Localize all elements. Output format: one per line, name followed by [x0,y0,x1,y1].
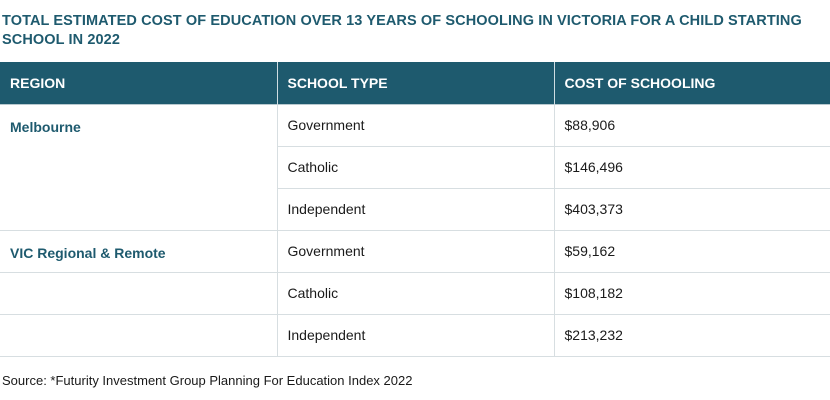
source-note: Source: *Futurity Investment Group Planning For Education Index 2022 [2,373,413,388]
table-row [0,104,830,146]
cost-cell: $88,906 [554,104,830,146]
header-school-type: SCHOOL TYPE [277,62,554,104]
table-row [0,230,830,272]
school-type-cell: Independent [277,314,554,356]
table-row [0,188,830,230]
table-title: TOTAL ESTIMATED COST OF EDUCATION OVER 13 YEARS OF SCHOOLING IN VICTORIA FOR A CHILD STARTING SCHOOL IN 2022 [2,13,802,48]
cost-cell: $146,496 [554,146,830,188]
cost-cell: $59,162 [554,230,830,272]
cost-cell: $108,182 [554,272,830,314]
cost-cell: $213,232 [554,314,830,356]
cost-cell: $403,373 [554,188,830,230]
region-cell: VIC Regional & Remote [0,230,277,272]
header-region: REGION [0,62,277,104]
table-row [0,272,830,314]
table-row [0,314,830,356]
region-cell [0,272,277,314]
region-cell: Melbourne [0,104,277,146]
school-type-cell: Catholic [277,146,554,188]
school-type-cell: Independent [277,188,554,230]
header-cost: COST OF SCHOOLING [564,74,716,91]
region-cell [0,146,277,188]
cost-table [0,62,830,357]
school-type-cell: Government [277,230,554,272]
table-row [0,146,830,188]
region-cell [0,314,277,356]
region-cell [0,188,277,230]
school-type-cell: Government [277,104,554,146]
header-row [0,62,830,104]
school-type-cell: Catholic [277,272,554,314]
